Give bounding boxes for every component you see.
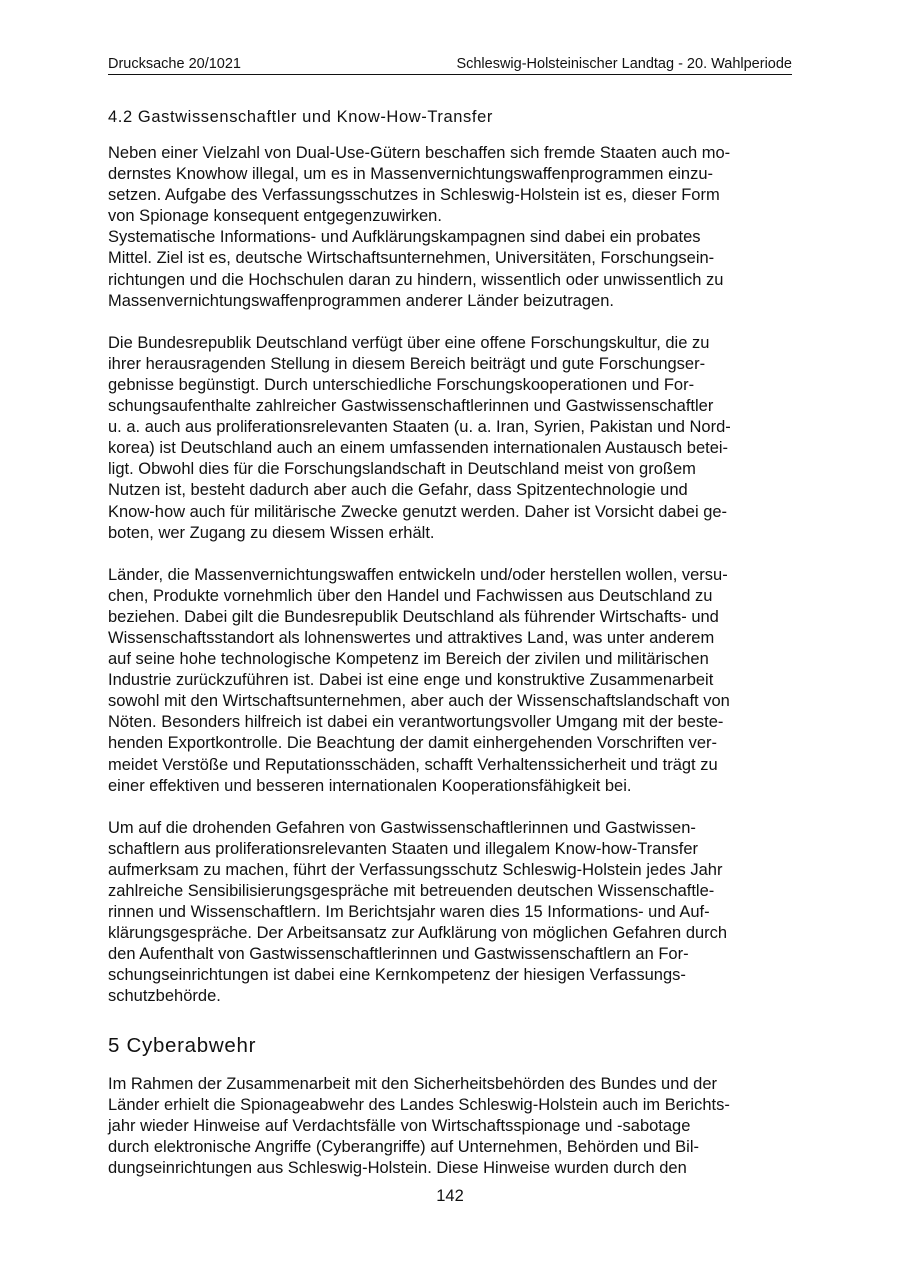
- text-line: von Spionage konsequent entgegenzuwirken.: [108, 207, 442, 226]
- text-line: Nöten. Besonders hilfreich ist dabei ein verantwortungsvoller Umgang mit der beste-: [108, 713, 724, 732]
- text-line: schungseinrichtungen ist dabei eine Kernkompetenz der hiesigen Verfassungs-: [108, 966, 686, 985]
- text-line: Massenvernichtungswaffenprogrammen anderer Länder beizutragen.: [108, 291, 614, 310]
- text-line: henden Exportkontrolle. Die Beachtung der damit einhergehenden Vorschriften ver-: [108, 734, 718, 753]
- text-line: dernstes Knowhow illegal, um es in Massenvernichtungswaffenprogrammen einzu-: [108, 165, 714, 184]
- text-line: schaftlern aus proliferationsrelevanten Staaten und illegalem Know-how-Transfer: [108, 839, 699, 858]
- text-line: ligt. Obwohl dies für die Forschungslandschaft in Deutschland meist von großem: [108, 460, 696, 479]
- text-line: schutzbehörde.: [108, 987, 221, 1006]
- page-number: 142: [436, 1187, 464, 1205]
- text-line: auf seine hohe technologische Kompetenz im Bereich der zivilen und militärischen: [108, 650, 709, 669]
- section-5-paragraph-1: [108, 1074, 792, 1179]
- text-line: rinnen und Wissenschaftlern. Im Berichtsjahr waren dies 15 Informations- und Auf-: [108, 903, 710, 922]
- text-line: Im Rahmen der Zusammenarbeit mit den Sicherheitsbehörden des Bundes und der: [108, 1074, 718, 1093]
- text-line: u. a. auch aus proliferationsrelevanten Staaten (u. a. Iran, Syrien, Pakistan und Nord-: [108, 418, 731, 437]
- running-header: [108, 55, 792, 75]
- text-line: aufmerksam zu machen, führt der Verfassungsschutz Schleswig-Holstein jedes Jahr: [108, 860, 723, 879]
- section-5-heading: 5 Cyberabwehr: [108, 1033, 257, 1057]
- text-line: klärungsgespräche. Der Arbeitsansatz zur Aufklärung von möglichen Gefahren durch: [108, 924, 728, 943]
- text-line: den Aufenthalt von Gastwissenschaftlerinnen und Gastwissenschaftlern an For-: [108, 945, 689, 964]
- header-document-number: Drucksache 20/1021: [108, 56, 241, 72]
- text-line: Mittel. Ziel ist es, deutsche Wirtschaftsunternehmen, Universitäten, Forschungsein-: [108, 249, 715, 268]
- header-parliament: Schleswig-Holsteinischer Landtag - 20. Wahlperiode: [456, 56, 792, 72]
- text-line: Die Bundesrepublik Deutschland verfügt über eine offene Forschungskultur, die zu: [108, 333, 710, 352]
- text-line: boten, wer Zugang zu diesem Wissen erhält.: [108, 523, 435, 542]
- text-line: Systematische Informations- und Aufklärungskampagnen sind dabei ein probates: [108, 228, 701, 247]
- text-line: Nutzen ist, besteht dadurch aber auch die Gefahr, dass Spitzentechnologie und: [108, 481, 688, 500]
- text-line: Industrie zurückzuführen ist. Dabei ist eine enge und konstruktive Zusammenarbeit: [108, 671, 714, 690]
- text-line: Um auf die drohenden Gefahren von Gastwissenschaftlerinnen und Gastwissen-: [108, 818, 696, 837]
- text-line: dungseinrichtungen aus Schleswig-Holstein. Diese Hinweise wurden durch den: [108, 1158, 687, 1177]
- section-4-2-paragraph-2: [108, 333, 792, 544]
- text-line: ihrer herausragenden Stellung in diesem Bereich beiträgt und gute Forschungser-: [108, 354, 706, 373]
- text-line: setzen. Aufgabe des Verfassungsschutzes in Schleswig-Holstein ist es, dieser Form: [108, 186, 720, 205]
- text-line: meidet Verstöße und Reputationsschäden, schafft Verhaltenssicherheit und trägt zu: [108, 755, 718, 774]
- text-line: zahlreiche Sensibilisierungsgespräche mit betreuenden deutschen Wissenschaftle-: [108, 882, 715, 900]
- text-line: chen, Produkte vornehmlich über den Handel und Fachwissen aus Deutschland zu: [108, 586, 713, 605]
- text-line: jahr wieder Hinweise auf Verdachtsfälle von Wirtschaftsspionage und -sabotage: [108, 1116, 691, 1135]
- text-line: durch elektronische Angriffe (Cyberangriffe) auf Unternehmen, Behörden und Bil-: [108, 1137, 699, 1156]
- section-4-2-paragraph-3: [108, 565, 792, 797]
- text-line: beziehen. Dabei gilt die Bundesrepublik Deutschland als führender Wirtschafts- und: [108, 607, 719, 626]
- text-line: schungsaufenthalte zahlreicher Gastwissenschaftlerinnen und Gastwissenschaftler: [108, 397, 714, 416]
- text-line: gebnisse begünstigt. Durch unterschiedliche Forschungskooperationen und For-: [108, 375, 695, 394]
- section-4-2-paragraph-4: [108, 818, 792, 1008]
- section-4-2-paragraph-1: [108, 143, 792, 312]
- text-line: Know-how auch für militärische Zwecke genutzt werden. Daher ist Vorsicht dabei ge-: [108, 502, 728, 521]
- text-line: einer effektiven und besseren internationalen Kooperationsfähigkeit bei.: [108, 776, 632, 795]
- text-line: Neben einer Vielzahl von Dual-Use-Gütern beschaffen sich fremde Staaten auch mo-: [108, 144, 731, 162]
- text-line: richtungen und die Hochschulen daran zu hindern, wissentlich oder unwissentlich zu: [108, 270, 724, 289]
- section-4-2-heading: 4.2 Gastwissenschaftler und Know-How-Transfer: [108, 108, 493, 126]
- text-line: korea) ist Deutschland auch an einem umfassenden internationalen Austausch betei-: [108, 439, 729, 458]
- text-line: sowohl mit den Wirtschaftsunternehmen, aber auch der Wissenschaftslandschaft von: [108, 692, 730, 711]
- text-line: Länder, die Massenvernichtungswaffen entwickeln und/oder herstellen wollen, versu-: [108, 565, 728, 584]
- text-line: Wissenschaftsstandort als lohnenswertes und attraktives Land, was unter anderem: [108, 628, 715, 647]
- text-line: Länder erhielt die Spionageabwehr des Landes Schleswig-Holstein auch im Berichts-: [108, 1095, 730, 1114]
